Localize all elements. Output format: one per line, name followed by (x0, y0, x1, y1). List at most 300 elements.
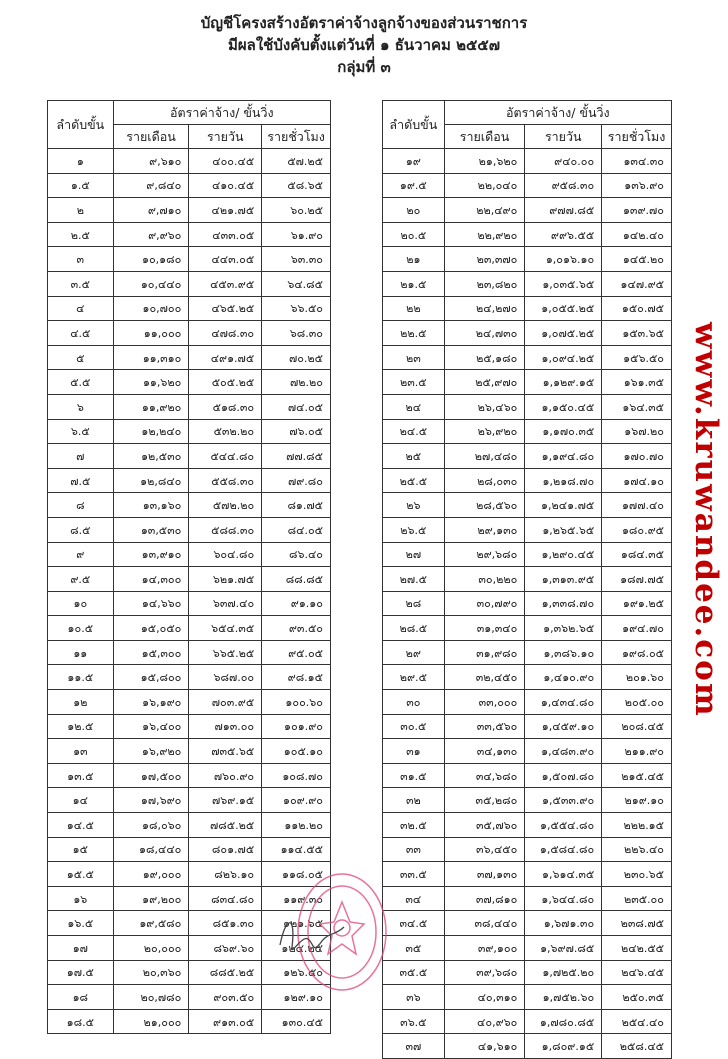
step-cell: ๓๗ (383, 1034, 445, 1059)
step-cell: ๒๘.๕ (383, 616, 445, 641)
step-cell: ๑๐ (48, 591, 114, 616)
table-row (383, 173, 672, 198)
daily-cell: ๘๘๕.๒๕ (189, 960, 262, 985)
monthly-cell: ๙,๖๑๐ (113, 149, 189, 174)
hourly-cell: ๑๕๖.๕๐ (602, 345, 672, 370)
daily-cell: ๑,๔๘๓.๙๐ (525, 739, 602, 764)
monthly-cell: ๙,๘๔๐ (113, 173, 189, 198)
step-cell: ๒๑.๕ (383, 271, 445, 296)
daily-cell: ๕๕๘.๓๐ (189, 468, 262, 493)
table-row (383, 345, 672, 370)
daily-cell: ๑,๒๙๐.๔๕ (525, 542, 602, 567)
table-row (48, 985, 331, 1010)
daily-cell: ๔๕๓.๙๕ (189, 271, 262, 296)
daily-cell: ๔๖๕.๒๕ (189, 296, 262, 321)
table-row (383, 1034, 672, 1059)
step-cell: ๒๔.๕ (383, 419, 445, 444)
hourly-cell: ๑๐๕.๑๐ (262, 739, 331, 764)
daily-cell: ๑,๐๕๕.๒๕ (525, 296, 602, 321)
hourly-cell: ๑๔๗.๙๕ (602, 271, 672, 296)
daily-cell: ๙๐๓.๕๐ (189, 985, 262, 1010)
table-row (48, 444, 331, 469)
hourly-cell: ๕๘.๖๕ (262, 173, 331, 198)
daily-cell: ๘๕๑.๓๐ (189, 911, 262, 936)
hourly-cell: ๗๔.๐๕ (262, 394, 331, 419)
monthly-header: รายเดือน (113, 125, 189, 149)
step-cell: ๑๗.๕ (48, 960, 114, 985)
step-cell: ๑๘ (48, 985, 114, 1010)
daily-cell: ๗๘๕.๒๕ (189, 813, 262, 838)
hourly-cell: ๗๐.๒๕ (262, 345, 331, 370)
step-cell: ๑๗ (48, 936, 114, 961)
step-cell: ๔ (48, 296, 114, 321)
hourly-cell: ๒๓๐.๖๕ (602, 862, 672, 887)
hourly-cell: ๒๔๒.๕๕ (602, 936, 672, 961)
step-cell: ๒๖ (383, 493, 445, 518)
step-cell: ๑๔ (48, 788, 114, 813)
hourly-cell: ๑๘๔.๓๕ (602, 542, 672, 567)
table-row (48, 616, 331, 641)
table-row (48, 763, 331, 788)
daily-cell: ๙๕๘.๓๐ (525, 173, 602, 198)
daily-cell: ๑,๖๑๔.๓๕ (525, 862, 602, 887)
monthly-cell: ๒๕,๙๗๐ (444, 370, 525, 395)
monthly-cell: ๑๑,๓๑๐ (113, 345, 189, 370)
table-row (48, 739, 331, 764)
daily-cell: ๑,๓๑๓.๙๕ (525, 567, 602, 592)
table-row (383, 567, 672, 592)
daily-cell: ๑,๐๓๕.๖๕ (525, 271, 602, 296)
daily-cell: ๕๗๒.๒๐ (189, 493, 262, 518)
wage-table-left (47, 100, 331, 1034)
hourly-cell: ๒๕๔.๔๐ (602, 1009, 672, 1034)
hourly-cell: ๑๙๔.๗๐ (602, 616, 672, 641)
daily-cell: ๗๑๓.๐๐ (189, 714, 262, 739)
daily-cell: ๑,๓๓๘.๗๐ (525, 591, 602, 616)
daily-cell: ๑,๖๙๗.๘๕ (525, 936, 602, 961)
daily-cell: ๔๓๓.๐๕ (189, 222, 262, 247)
monthly-cell: ๓๗,๘๑๐ (444, 886, 525, 911)
step-cell: ๒๗.๕ (383, 567, 445, 592)
step-cell: ๒๙ (383, 640, 445, 665)
daily-cell: ๙๔๐.๐๐ (525, 149, 602, 174)
hourly-cell: ๑๘๐.๙๕ (602, 517, 672, 542)
table-row (48, 862, 331, 887)
hourly-cell: ๑๒๙.๑๐ (262, 985, 331, 1010)
monthly-cell: ๒๘,๕๖๐ (444, 493, 525, 518)
table-row (48, 542, 331, 567)
table-row (383, 444, 672, 469)
monthly-cell: ๓๓,๕๖๐ (444, 714, 525, 739)
daily-cell: ๑,๑๒๙.๑๕ (525, 370, 602, 395)
step-cell: ๓๓ (383, 837, 445, 862)
step-cell: ๑.๕ (48, 173, 114, 198)
hourly-cell: ๒๑๙.๑๐ (602, 788, 672, 813)
monthly-cell: ๓๕,๗๖๐ (444, 813, 525, 838)
table-row (48, 468, 331, 493)
monthly-cell: ๑๖,๑๙๐ (113, 690, 189, 715)
table-row (48, 714, 331, 739)
hourly-cell: ๑๑๙.๓๐ (262, 886, 331, 911)
step-cell: ๑๙.๕ (383, 173, 445, 198)
hourly-cell: ๘๘.๘๕ (262, 567, 331, 592)
monthly-cell: ๓๐,๗๙๐ (444, 591, 525, 616)
hourly-cell: ๖๐.๒๕ (262, 198, 331, 223)
table-row (48, 394, 331, 419)
step-cell: ๑๐.๕ (48, 616, 114, 641)
monthly-cell: ๒๓,๘๒๐ (444, 271, 525, 296)
effective-date: มีผลใช้บังคับตั้งแต่วันที่ ๑ ธันวาคม ๒๕๕๗ (227, 36, 501, 54)
step-cell: ๑๙ (383, 149, 445, 174)
step-cell: ๒๒.๕ (383, 321, 445, 346)
daily-cell: ๔๔๓.๐๕ (189, 247, 262, 272)
hourly-cell: ๘๖.๔๐ (262, 542, 331, 567)
monthly-cell: ๒๙,๖๘๐ (444, 542, 525, 567)
daily-cell: ๑,๘๐๙.๑๕ (525, 1034, 602, 1059)
daily-cell: ๑,๕๕๔.๘๐ (525, 813, 602, 838)
monthly-cell: ๔๑,๖๑๐ (444, 1034, 525, 1059)
monthly-cell: ๓๔,๖๘๐ (444, 763, 525, 788)
monthly-cell: ๑๒,๒๔๐ (113, 419, 189, 444)
monthly-cell: ๓๔,๑๓๐ (444, 739, 525, 764)
monthly-cell: ๑๙,๒๐๐ (113, 886, 189, 911)
daily-cell: ๖๐๔.๘๐ (189, 542, 262, 567)
table-row (383, 813, 672, 838)
table-row (48, 1009, 331, 1034)
monthly-cell: ๑๗,๖๙๐ (113, 788, 189, 813)
table-row (48, 345, 331, 370)
table-row (383, 960, 672, 985)
daily-cell: ๔๗๘.๓๐ (189, 321, 262, 346)
daily-cell: ๑,๔๕๙.๑๐ (525, 714, 602, 739)
hourly-cell: ๙๕.๐๕ (262, 640, 331, 665)
monthly-cell: ๑๑,๙๒๐ (113, 394, 189, 419)
daily-cell: ๘๓๔.๘๐ (189, 886, 262, 911)
step-cell: ๓๓.๕ (383, 862, 445, 887)
hourly-cell: ๑๑๒.๒๐ (262, 813, 331, 838)
hourly-cell: ๑๑๘.๐๕ (262, 862, 331, 887)
hourly-cell: ๖๑.๙๐ (262, 222, 331, 247)
hourly-cell: ๒๐๑.๖๐ (602, 665, 672, 690)
step-cell: ๑๒ (48, 690, 114, 715)
daily-cell: ๑,๔๑๐.๙๐ (525, 665, 602, 690)
step-cell: ๑๖.๕ (48, 911, 114, 936)
monthly-cell: ๒๒,๔๙๐ (444, 198, 525, 223)
monthly-cell: ๑๖,๙๒๐ (113, 739, 189, 764)
hourly-cell: ๑๙๑.๒๕ (602, 591, 672, 616)
hourly-cell: ๑๒๔.๒๕ (262, 936, 331, 961)
step-header: ลำดับขั้น (48, 101, 114, 149)
table-row (48, 493, 331, 518)
hourly-cell: ๑๖๗.๒๐ (602, 419, 672, 444)
monthly-cell: ๒๒,๐๔๐ (444, 173, 525, 198)
step-cell: ๓๔.๕ (383, 911, 445, 936)
hourly-cell: ๙๑.๑๐ (262, 591, 331, 616)
daily-cell: ๑,๓๘๖.๑๐ (525, 640, 602, 665)
step-cell: ๙ (48, 542, 114, 567)
hourly-cell: ๑๒๖.๕๐ (262, 960, 331, 985)
table-row (48, 567, 331, 592)
hourly-cell: ๑๓๙.๗๐ (602, 198, 672, 223)
step-cell: ๒๘ (383, 591, 445, 616)
monthly-cell: ๒๘,๐๓๐ (444, 468, 525, 493)
step-header: ลำดับขั้น (383, 101, 445, 149)
daily-cell: ๑,๒๑๘.๗๐ (525, 468, 602, 493)
monthly-cell: ๑๑,๐๐๐ (113, 321, 189, 346)
hourly-cell: ๑๒๑.๖๕ (262, 911, 331, 936)
table-row (383, 517, 672, 542)
step-cell: ๑ (48, 149, 114, 174)
hourly-cell: ๑๕๐.๗๕ (602, 296, 672, 321)
table-row (383, 936, 672, 961)
monthly-cell: ๑๕,๓๐๐ (113, 640, 189, 665)
hourly-header: รายชั่วโมง (262, 125, 331, 149)
website-watermark: www.kruwandee.com (688, 322, 724, 718)
daily-cell: ๑,๐๙๔.๒๕ (525, 345, 602, 370)
table-row (48, 591, 331, 616)
monthly-cell: ๒๖,๙๒๐ (444, 419, 525, 444)
daily-cell: ๙๗๗.๘๕ (525, 198, 602, 223)
hourly-cell: ๑๓๖.๙๐ (602, 173, 672, 198)
daily-cell: ๑,๑๕๐.๔๕ (525, 394, 602, 419)
table-row (383, 837, 672, 862)
table-row (383, 542, 672, 567)
monthly-cell: ๑๔,๖๖๐ (113, 591, 189, 616)
step-cell: ๒๐ (383, 198, 445, 223)
table-row (48, 321, 331, 346)
monthly-cell: ๑๕,๐๕๐ (113, 616, 189, 641)
step-cell: ๑๑ (48, 640, 114, 665)
monthly-cell: ๒๐,๓๖๐ (113, 960, 189, 985)
step-cell: ๓๑ (383, 739, 445, 764)
daily-cell: ๙๑๓.๐๕ (189, 1009, 262, 1034)
step-cell: ๒๕ (383, 444, 445, 469)
daily-cell: ๔๒๑.๗๕ (189, 198, 262, 223)
hourly-cell: ๒๓๕.๐๐ (602, 886, 672, 911)
hourly-cell: ๑๗๔.๑๐ (602, 468, 672, 493)
hourly-cell: ๑๔๕.๒๐ (602, 247, 672, 272)
step-cell: ๓๖.๕ (383, 1009, 445, 1034)
monthly-cell: ๒๒,๙๒๐ (444, 222, 525, 247)
table-row (383, 714, 672, 739)
wage-group-header: อัตราค่าจ้าง/ ขั้นวิ่ง (444, 101, 671, 125)
step-cell: ๓๔ (383, 886, 445, 911)
hourly-cell: ๑๐๙.๙๐ (262, 788, 331, 813)
table-row (48, 271, 331, 296)
hourly-cell: ๙๓.๕๐ (262, 616, 331, 641)
table-row (383, 321, 672, 346)
daily-cell: ๑,๕๐๗.๘๐ (525, 763, 602, 788)
step-cell: ๒๓.๕ (383, 370, 445, 395)
step-cell: ๖ (48, 394, 114, 419)
hourly-cell: ๘๔.๐๕ (262, 517, 331, 542)
hourly-cell: ๒๕๐.๓๕ (602, 985, 672, 1010)
monthly-cell: ๓๖,๔๕๐ (444, 837, 525, 862)
step-cell: ๘.๕ (48, 517, 114, 542)
table-row (383, 271, 672, 296)
table-row (383, 394, 672, 419)
step-cell: ๗ (48, 444, 114, 469)
daily-cell: ๗๐๓.๙๕ (189, 690, 262, 715)
daily-header: รายวัน (189, 125, 262, 149)
monthly-cell: ๓๑,๓๔๐ (444, 616, 525, 641)
daily-cell: ๖๘๗.๐๐ (189, 665, 262, 690)
monthly-cell: ๓๒,๔๕๐ (444, 665, 525, 690)
daily-cell: ๖๒๑.๗๕ (189, 567, 262, 592)
daily-cell: ๑,๗๒๕.๒๐ (525, 960, 602, 985)
hourly-cell: ๑๐๐.๖๐ (262, 690, 331, 715)
hourly-cell: ๒๐๕.๐๐ (602, 690, 672, 715)
table-row (383, 222, 672, 247)
table-row (48, 370, 331, 395)
monthly-cell: ๒๑,๐๐๐ (113, 1009, 189, 1034)
monthly-cell: ๒๗,๔๘๐ (444, 444, 525, 469)
daily-cell: ๑,๗๕๒.๖๐ (525, 985, 602, 1010)
step-cell: ๒๐.๕ (383, 222, 445, 247)
hourly-cell: ๒๕๘.๔๕ (602, 1034, 672, 1059)
daily-cell: ๑,๒๖๕.๖๕ (525, 517, 602, 542)
daily-cell: ๔๐๐.๔๕ (189, 149, 262, 174)
hourly-cell: ๒๒๒.๑๕ (602, 813, 672, 838)
hourly-cell: ๑๗๐.๗๐ (602, 444, 672, 469)
table-row (383, 616, 672, 641)
table-row (383, 198, 672, 223)
daily-cell: ๕๔๔.๘๐ (189, 444, 262, 469)
group-label: กลุ่มที่ ๓ (337, 58, 391, 76)
hourly-cell: ๑๕๓.๖๕ (602, 321, 672, 346)
table-row (383, 296, 672, 321)
step-cell: ๑๓ (48, 739, 114, 764)
table-row (48, 517, 331, 542)
monthly-cell: ๒๑,๖๒๐ (444, 149, 525, 174)
daily-cell: ๑,๓๖๒.๖๕ (525, 616, 602, 641)
step-cell: ๙.๕ (48, 567, 114, 592)
hourly-cell: ๖๓.๓๐ (262, 247, 331, 272)
daily-cell: ๖๕๔.๓๕ (189, 616, 262, 641)
hourly-cell: ๑๖๔.๓๕ (602, 394, 672, 419)
hourly-cell: ๑๙๘.๐๕ (602, 640, 672, 665)
monthly-cell: ๒๓,๓๗๐ (444, 247, 525, 272)
table-row (383, 640, 672, 665)
table-row (48, 837, 331, 862)
table-row (48, 198, 331, 223)
hourly-cell: ๕๗.๒๕ (262, 149, 331, 174)
step-cell: ๒๓ (383, 345, 445, 370)
hourly-cell: ๖๔.๘๕ (262, 271, 331, 296)
table-row (383, 985, 672, 1010)
table-row (48, 222, 331, 247)
table-row (48, 247, 331, 272)
daily-cell: ๖๓๗.๔๐ (189, 591, 262, 616)
table-row (48, 419, 331, 444)
daily-cell: ๑,๒๔๑.๗๕ (525, 493, 602, 518)
daily-cell: ๔๙๑.๗๕ (189, 345, 262, 370)
table-row (383, 690, 672, 715)
monthly-cell: ๑๓,๙๑๐ (113, 542, 189, 567)
monthly-cell: ๒๐,๗๘๐ (113, 985, 189, 1010)
step-cell: ๓๐.๕ (383, 714, 445, 739)
step-cell: ๑๒.๕ (48, 714, 114, 739)
daily-cell: ๙๙๖.๕๕ (525, 222, 602, 247)
step-cell: ๒ (48, 198, 114, 223)
monthly-cell: ๑๙,๕๘๐ (113, 911, 189, 936)
table-row (383, 739, 672, 764)
table-row (383, 419, 672, 444)
monthly-cell: ๑๐,๑๘๐ (113, 247, 189, 272)
step-cell: ๒๑ (383, 247, 445, 272)
monthly-cell: ๓๐,๒๒๐ (444, 567, 525, 592)
table-row (48, 149, 331, 174)
daily-cell: ๑,๐๑๖.๑๐ (525, 247, 602, 272)
hourly-cell: ๙๘.๑๕ (262, 665, 331, 690)
wage-table-right (382, 100, 672, 1059)
daily-header: รายวัน (525, 125, 602, 149)
daily-cell: ๑,๔๓๔.๘๐ (525, 690, 602, 715)
daily-cell: ๑,๗๘๐.๘๕ (525, 1009, 602, 1034)
document-header (0, 12, 728, 78)
step-cell: ๓.๕ (48, 271, 114, 296)
hourly-cell: ๑๗๗.๔๐ (602, 493, 672, 518)
step-cell: ๑๑.๕ (48, 665, 114, 690)
step-cell: ๑๓.๕ (48, 763, 114, 788)
table-row (383, 763, 672, 788)
daily-cell: ๘๖๙.๖๐ (189, 936, 262, 961)
monthly-cell: ๔๐,๙๖๐ (444, 1009, 525, 1034)
monthly-cell: ๔๐,๓๑๐ (444, 985, 525, 1010)
monthly-header: รายเดือน (444, 125, 525, 149)
monthly-cell: ๑๓,๑๖๐ (113, 493, 189, 518)
hourly-cell: ๑๐๘.๗๐ (262, 763, 331, 788)
table-body-right (383, 149, 672, 1059)
step-cell: ๓๒ (383, 788, 445, 813)
monthly-cell: ๑๒,๘๔๐ (113, 468, 189, 493)
step-cell: ๓๕.๕ (383, 960, 445, 985)
daily-cell: ๑,๕๘๔.๘๐ (525, 837, 602, 862)
step-cell: ๑๕ (48, 837, 114, 862)
table-row (48, 690, 331, 715)
monthly-cell: ๓๙,๖๘๐ (444, 960, 525, 985)
daily-cell: ๑,๑๙๔.๘๐ (525, 444, 602, 469)
daily-cell: ๕๘๘.๓๐ (189, 517, 262, 542)
monthly-cell: ๓๑,๙๘๐ (444, 640, 525, 665)
monthly-cell: ๙,๗๑๐ (113, 198, 189, 223)
monthly-cell: ๑๙,๐๐๐ (113, 862, 189, 887)
daily-cell: ๔๑๐.๔๕ (189, 173, 262, 198)
step-cell: ๒๙.๕ (383, 665, 445, 690)
daily-cell: ๑,๕๓๓.๙๐ (525, 788, 602, 813)
table-row (383, 370, 672, 395)
hourly-cell: ๑๓๔.๓๐ (602, 149, 672, 174)
hourly-cell: ๑๖๑.๓๕ (602, 370, 672, 395)
hourly-cell: ๒๔๖.๔๕ (602, 960, 672, 985)
daily-cell: ๕๓๒.๒๐ (189, 419, 262, 444)
table-row (48, 640, 331, 665)
monthly-cell: ๑๓,๕๓๐ (113, 517, 189, 542)
table-row (383, 911, 672, 936)
hourly-header: รายชั่วโมง (602, 125, 672, 149)
step-cell: ๗.๕ (48, 468, 114, 493)
hourly-cell: ๗๖.๐๕ (262, 419, 331, 444)
table-row (383, 862, 672, 887)
daily-cell: ๑,๐๗๕.๒๕ (525, 321, 602, 346)
wage-group-header: อัตราค่าจ้าง/ ขั้นวิ่ง (113, 101, 330, 125)
monthly-cell: ๑๘,๔๔๐ (113, 837, 189, 862)
monthly-cell: ๑๒,๕๓๐ (113, 444, 189, 469)
monthly-cell: ๓๗,๑๓๐ (444, 862, 525, 887)
hourly-cell: ๖๘.๓๐ (262, 321, 331, 346)
step-cell: ๓๒.๕ (383, 813, 445, 838)
daily-cell: ๖๖๕.๒๕ (189, 640, 262, 665)
